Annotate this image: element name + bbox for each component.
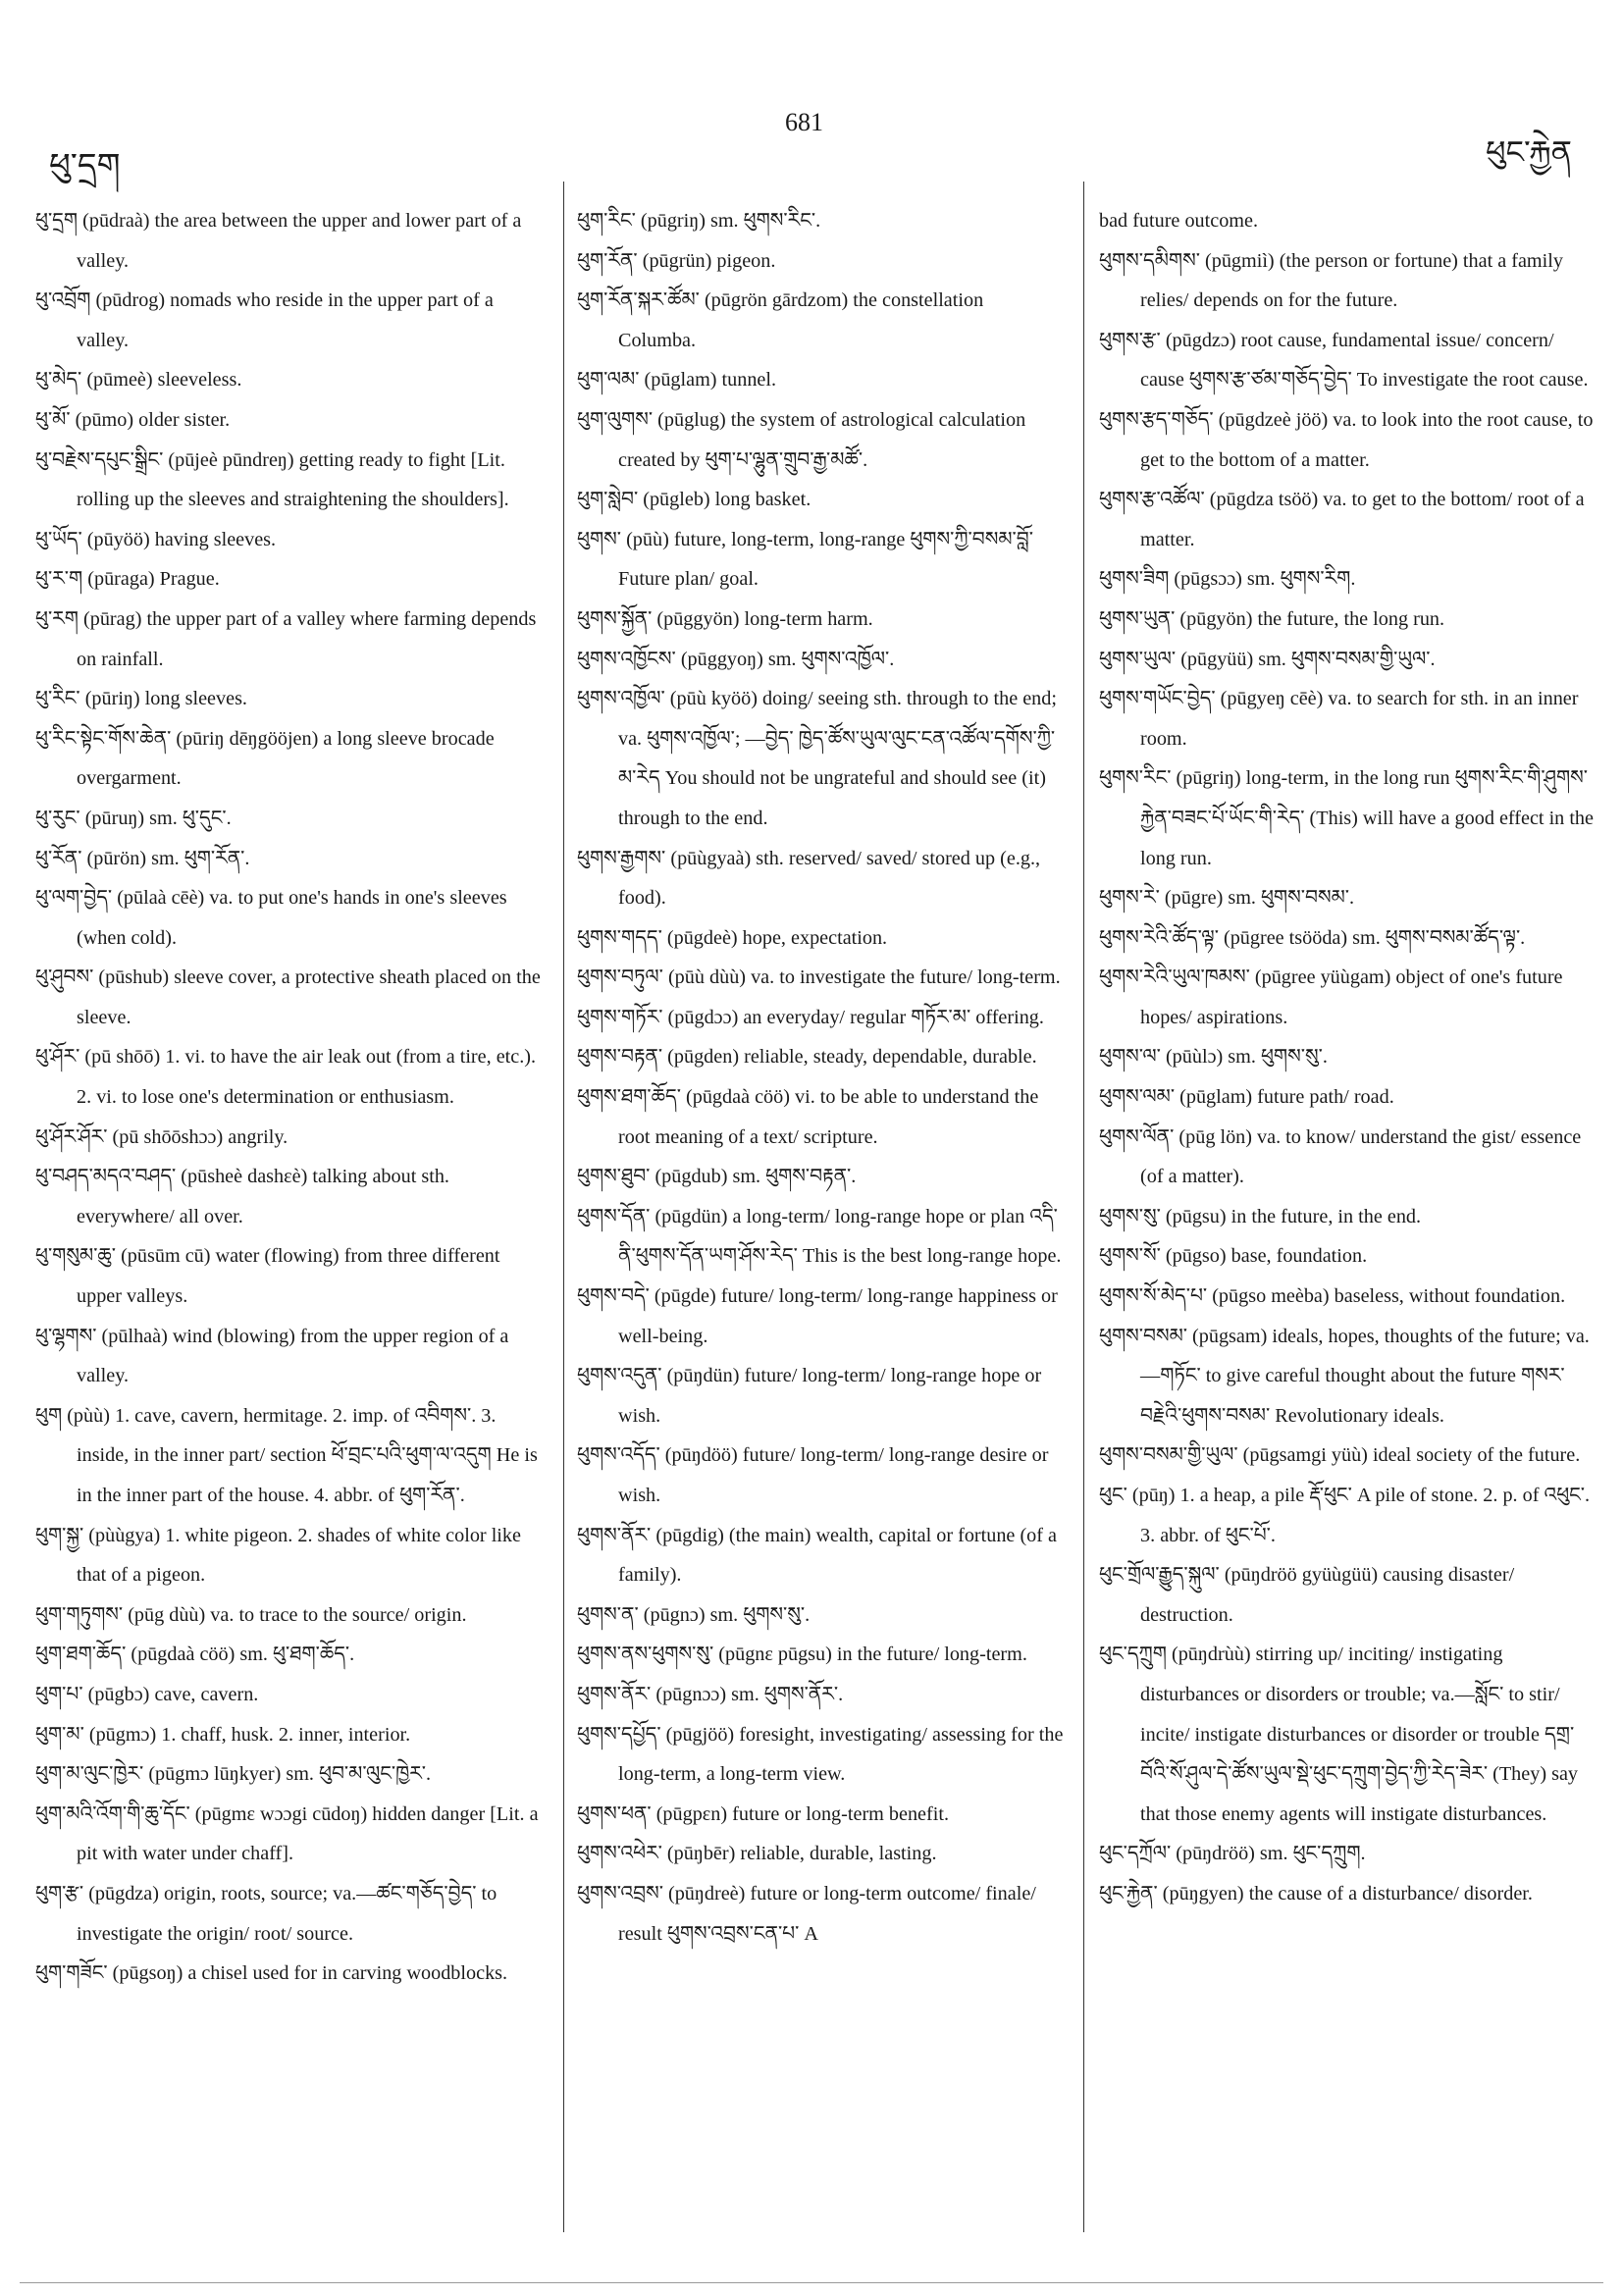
dictionary-entry: ཕུག་སླེབ་ (pūgleb) long basket. xyxy=(577,489,812,511)
dictionary-entry: ཕུགས་ཡུན་ (pūgyön) the future, the long run. xyxy=(1099,607,1445,630)
dictionary-entry: ཕུགས་དོན་ (pūgdün) a long-term/ long-range hope or plan འདི་ནི་ཕུགས་དོན་ཡག་ཤོས་རེད་ This is the best long-range hope. xyxy=(577,1205,1062,1268)
dictionary-entry: ཕུག་ལུགས་ (pūglug) the system of astrological calculation created by ཕུག་པ་ལྷུན་གྲུབ་རྒྱ་མཚོ་. xyxy=(577,408,1026,471)
dictionary-entry: ཕུགས་གཡོང་བྱེད་ (pūgyeŋ cēè) va. to search for sth. in an inner room. xyxy=(1099,688,1579,750)
dictionary-entry: ཕུགས་བསམ་གྱི་ཡུལ་ (pūgsamgi yüù) ideal society of the future. xyxy=(1099,1444,1581,1467)
dictionary-entry: ཕུག་མ་ (pūgmɔ) 1. chaff, husk. 2. inner, interior. xyxy=(35,1723,411,1746)
dictionary-entry: ཕུགས་འབྲས་ (pūŋdreè) future or long-term outcome/ finale/ result ཕུགས་འབྲས་ངན་པ་ A xyxy=(577,1882,1036,1945)
dictionary-entry: ཕུ་ཤོར་ (pū shōō) 1. vi. to have the air leak out (from a tire, etc.). 2. vi. to lose one's determination or enthusiasm. xyxy=(35,1046,537,1109)
dictionary-entry: ཕུགས་བསམ་ (pūgsam) ideals, hopes, thoughts of the future; va.—གཏོང་ to give careful thought about the future གསར་བརྗེའི་ཕུགས་བསམ་ Revolutionary ideals. xyxy=(1099,1325,1590,1427)
dictionary-entry: ཕུ་མོ་ (pūmo) older sister. xyxy=(35,408,231,431)
page-bottom-rule xyxy=(20,2282,1603,2283)
dictionary-entry: ཕུ་ལྷགས་ (pūlhaà) wind (blowing) from the upper region of a valley. xyxy=(35,1325,509,1387)
column-divider xyxy=(563,182,564,2232)
dictionary-entry: ཕུགས་ལམ་ (pūglam) future path/ road. xyxy=(1099,1086,1394,1109)
column-left xyxy=(35,201,546,1994)
dictionary-entry: ཕུ་ར་ག (pūraga) Prague. xyxy=(35,568,220,591)
dictionary-entry: ཕུགས་འཁྱོལ་ (pūù kyöö) doing/ seeing sth. through to the end; va. ཕུགས་འཁྱོལ་; —བྱེད་ ཁྱེད་ཚོས་ཡུལ་ལུང་ངན་འཚོལ་དགོས་ཀྱི་མ་རེད You should not be ungrateful and should see (it) through to the end. xyxy=(577,688,1057,829)
dictionary-entry: ཕུགས་འདུན་ (pūŋdün) future/ long-term/ long-range hope or wish. xyxy=(577,1365,1042,1427)
dictionary-entry: ཕུ་ཤུབས་ (pūshub) sleeve cover, a protective sheath placed on the sleeve. xyxy=(35,966,541,1028)
column-divider xyxy=(1083,182,1084,2232)
dictionary-entry: ཕུགས་བརྟན་ (pūgden) reliable, steady, dependable, durable. xyxy=(577,1046,1037,1069)
dictionary-entry: ཕུ་རོན་ (pūrön) sm. ཕུག་རོན་. xyxy=(35,847,250,869)
dictionary-entry: ཕུགས་རེའི་ཚོད་ལྟ་ (pūgree tsööda) sm. ཕུགས་བསམ་ཚོད་ལྟ་. xyxy=(1099,926,1526,949)
dictionary-entry: ཕུགས་འཕེར་ (pūŋbēr) reliable, durable, lasting. xyxy=(577,1843,937,1865)
dictionary-entry: ཕུགས་ཕན་ (pūgpεn) future or long-term benefit. xyxy=(577,1802,950,1825)
dictionary-entry: ཕུ་བརྗེས་དཔུང་སྒྲིང་ (pūjeè pūndreŋ) getting ready to fight [Lit. rolling up the sleeves and straightening the shoulders]. xyxy=(35,448,509,511)
dictionary-entry: ཕུག་པ་ (pūgbɔ) cave, cavern. xyxy=(35,1683,259,1705)
dictionary-entry: ཕུགས་དཔྱོད་ (pūgjöö) foresight, investigating/ assessing for the long-term, a long-term view. xyxy=(577,1723,1064,1786)
dictionary-entry: ཕུགས་ཡུལ་ (pūgyüü) sm. ཕུགས་བསམ་གྱི་ཡུལ་. xyxy=(1099,648,1436,670)
dictionary-entry: ཕུ་དྲག (pūdraà) the area between the upper and lower part of a valley. xyxy=(35,210,522,272)
left-running-head: ཕུ་དྲག xyxy=(49,148,121,184)
dictionary-entry: ཕུགས་རིང་ (pūgriŋ) long-term, in the long run ཕུགས་རིང་གི་ཤུགས་རྐྱེན་བཟང་པོ་ཡོང་གི་རེད་ (This) will have a good effect in the long run. xyxy=(1099,767,1594,869)
dictionary-entry: ཕུགས་རེ་ (pūgre) sm. ཕུགས་བསམ་. xyxy=(1099,887,1355,910)
dictionary-entry: ཕུགས་ཐུབ་ (pūgdub) sm. ཕུགས་བརྟན་. xyxy=(577,1166,857,1188)
dictionary-entry: ཕུ་འབྲོག (pūdrog) nomads who reside in the upper part of a valley. xyxy=(35,289,494,351)
dictionary-entry: ཕུགས་རྩད་གཅོད་ (pūgdzeè jöö) va. to look into the root cause, to get to the bottom of a matter. xyxy=(1099,408,1594,471)
dictionary-entry: ཕུ་རིང་སྟེང་གོས་ཆེན་ (pūriŋ dēŋgööjen) a long sleeve brocade overgarment. xyxy=(35,727,495,790)
dictionary-entry: ཕུང་གྲོལ་རྒྱུད་སྐུལ་ (pūŋdröö gyüùgüü) causing disaster/ destruction. xyxy=(1099,1564,1515,1626)
dictionary-entry: ཕུགས་ཟིག (pūgsɔɔ) sm. ཕུགས་རིག. xyxy=(1099,568,1356,591)
dictionary-entry: ཕུ་ཡོད་ (pūyöö) having sleeves. xyxy=(35,528,277,550)
dictionary-entry: ཕུགས་ཐག་ཆོད་ (pūgdaà cöö) vi. to be able to understand the root meaning of a text/ scripture. xyxy=(577,1086,1039,1148)
dictionary-entry: ཕུགས་གཏོར་ (pūgdɔɔ) an everyday/ regular གཏོར་མ་ offering. xyxy=(577,1006,1044,1028)
dictionary-entry: ཕུག་མ་ལུང་ཁྱེར་ (pūgmɔ lūŋkyer) sm. ཕུབ་མ་ལུང་ཁྱེར་. xyxy=(35,1763,432,1786)
column-middle xyxy=(577,201,1066,1954)
dictionary-entry: ཕུགས་སུ་ (pūgsu) in the future, in the end. xyxy=(1099,1205,1422,1227)
dictionary-entry: ཕུགས་ནས་ཕུགས་སུ་ (pūgnε pūgsu) in the future/ long-term. xyxy=(577,1644,1027,1666)
dictionary-entry: ཕུ་ལག་བྱེད་ (pūlaà cēè) va. to put one's hands in one's sleeves (when cold). xyxy=(35,887,507,949)
dictionary-entry: ཕུགས་སོ་མེད་པ་ (pūgso meèba) baseless, without foundation. xyxy=(1099,1285,1566,1308)
right-running-head: ཕུང་རྐྱེན xyxy=(1486,134,1572,170)
dictionary-entry: ཕུ་ཤོར་ཤོར་ (pū shōōshɔɔ) angrily. xyxy=(35,1125,288,1148)
dictionary-entry: ཕུག་རོན་ (pūgrün) pigeon. xyxy=(577,249,776,272)
dictionary-entry: ཕུང་ (pūŋ) 1. a heap, a pile རྡོ་ཕུང་ A pile of stone. 2. p. of འཕུང་. 3. abbr. of ཕུང་པོ་. xyxy=(1099,1485,1591,1546)
dictionary-entry: ཕུག་རོན་སྐར་ཚོམ་ (pūgrön gārdzom) the constellation Columba. xyxy=(577,289,984,351)
dictionary-entry: ཕུག་ལམ་ (pūglam) tunnel. xyxy=(577,369,777,391)
dictionary-entry: ཕུ་རག (pūrag) the upper part of a valley where farming depends on rainfall. xyxy=(35,607,537,670)
dictionary-entry: ཕུགས་འཁྱོངས་ (pūggyoŋ) sm. ཕུགས་འཁྱོལ་. xyxy=(577,648,895,670)
dictionary-entry: ཕུ་རུང་ (pūruŋ) sm. ཕུ་དུང་. xyxy=(35,807,232,829)
dictionary-entry: ཕུང་དཀྲོལ་ (pūŋdröö) sm. ཕུང་དཀྲུག. xyxy=(1099,1843,1366,1865)
dictionary-entry: ཕུགས་སྐྱོན་ (pūggyön) long-term harm. xyxy=(577,607,873,630)
dictionary-entry: ཕུག་གཟོང་ (pūgsoŋ) a chisel used for in carving woodblocks. xyxy=(35,1962,508,1985)
column-right xyxy=(1099,201,1596,1914)
dictionary-entry: ཕུགས་དམིགས་ (pūgmiì) (the person or fortune) that a family relies/ depends on for the future. xyxy=(1099,249,1563,312)
dictionary-entry: bad future outcome. xyxy=(1099,210,1259,232)
dictionary-entry: ཕུགས་བཏུལ་ (pūù dùù) va. to investigate the future/ long-term. xyxy=(577,966,1061,989)
dictionary-entry: ཕུགས་ནོར་ (pūgnɔɔ) sm. ཕུགས་ནོར་. xyxy=(577,1683,844,1705)
dictionary-entry: ཕུགས་ན་ (pūgnɔ) sm. ཕུགས་སུ་. xyxy=(577,1603,811,1626)
dictionary-entry: ཕུགས་ལ་ (pūùlɔ) sm. ཕུགས་སུ་. xyxy=(1099,1046,1328,1069)
dictionary-entry: ཕུགས་རྩ་ (pūgdzɔ) root cause, fundamental issue/ concern/ cause ཕུགས་རྩ་ཙམ་གཅོད་བྱེད་ To investigate the root cause. xyxy=(1099,329,1589,391)
dictionary-entry: ཕུགས་རེའི་ཡུལ་ཁམས་ (pūgree yüùgam) object of one's future hopes/ aspirations. xyxy=(1099,966,1563,1028)
dictionary-entry: ཕུགས་ (pūù) future, long-term, long-range ཕུགས་ཀྱི་བསམ་བློ་ Future plan/ goal. xyxy=(577,528,1033,591)
dictionary-entry: ཕུ་གསུམ་ཆུ་ (pūsūm cū) water (flowing) from three different upper valleys. xyxy=(35,1245,500,1308)
dictionary-entry: ཕུ་མེད་ (pūmeè) sleeveless. xyxy=(35,369,242,391)
dictionary-entry: ཕུ་རིང་ (pūriŋ) long sleeves. xyxy=(35,688,247,710)
dictionary-entry: ཕུགས་འདོད་ (pūŋdöö) future/ long-term/ long-range desire or wish. xyxy=(577,1444,1049,1506)
dictionary-entry: ཕུགས་ནོར་ (pūgdig) (the main) wealth, capital or fortune (of a family). xyxy=(577,1524,1057,1587)
dictionary-entry: ཕུག་རིང་ (pūgriŋ) sm. ཕུགས་རིང་. xyxy=(577,210,821,232)
dictionary-entry: ཕུག་མའི་འོག་གི་ཆུ་དོང་ (pūgmε wɔɔgi cūdoŋ) hidden danger [Lit. a pit with water under chaff]. xyxy=(35,1802,539,1865)
dictionary-entry: ཕུགས་ལོན་ (pūg lön) va. to know/ understand the gist/ essence (of a matter). xyxy=(1099,1125,1582,1188)
dictionary-entry: ཕུག (pùù) 1. cave, cavern, hermitage. 2. imp. of འབིགས་. 3. inside, in the inner part/ section ཕོ་བྲང་པའི་ཕུག་ལ་འདུག He is in the inner part of the house. 4. abbr. of ཕུག་རོན་. xyxy=(35,1404,538,1506)
page-number: 681 xyxy=(785,108,823,136)
dictionary-entry: ཕུགས་སོ་ (pūgso) base, foundation. xyxy=(1099,1245,1368,1268)
dictionary-entry: ཕུ་བཤད་མདའ་བཤད་ (pūsheè dashεè) talking about sth. everywhere/ all over. xyxy=(35,1166,449,1227)
dictionary-entry: ཕུང་དཀྲུག (pūŋdrùù) stirring up/ inciting/ instigating disturbances or disorders or trouble; va.—སློང་ to stir/ incite/ instigate disturbances or disorder or trouble དགྲ་བོའི་སོ་ཤུལ་དེ་ཚོས་ཡུལ་སྡེ་ཕུང་དཀྲུག་བྱེད་ཀྱི་རེད་ཟེར་ (They) say that those enemy agents will instigate disturbances. xyxy=(1099,1644,1578,1825)
dictionary-entry: ཕུག་སྐྱ་ (pùùgya) 1. white pigeon. 2. shades of white color like that of a pigeon. xyxy=(35,1524,521,1587)
dictionary-entry: ཕུགས་གདད་ (pūgdeè) hope, expectation. xyxy=(577,926,888,949)
dictionary-entry: ཕུགས་རྒྱགས་ (pūùgyaà) sth. reserved/ saved/ stored up (e.g., food). xyxy=(577,847,1041,910)
dictionary-entry: ཕུག་ཐག་ཆོད་ (pūgdaà cöö) sm. ཕུ་ཐག་ཆོད་. xyxy=(35,1644,355,1666)
dictionary-entry: ཕུག་རྩ་ (pūgdza) origin, roots, source; va.—ཚང་གཅོད་བྱེད་ to investigate the origin/ root/ source. xyxy=(35,1882,497,1945)
dictionary-entry: ཕུགས་བདེ་ (pūgde) future/ long-term/ long-range happiness or well-being. xyxy=(577,1285,1058,1347)
dictionary-entry: ཕུགས་རྩ་འཚོལ་ (pūgdza tsöö) va. to get to the bottom/ root of a matter. xyxy=(1099,489,1585,550)
dictionary-entry: ཕུག་གཏུགས་ (pūg dùù) va. to trace to the source/ origin. xyxy=(35,1603,467,1626)
dictionary-entry: ཕུང་རྐྱེན་ (pūŋgyen) the cause of a disturbance/ disorder. xyxy=(1099,1882,1533,1905)
